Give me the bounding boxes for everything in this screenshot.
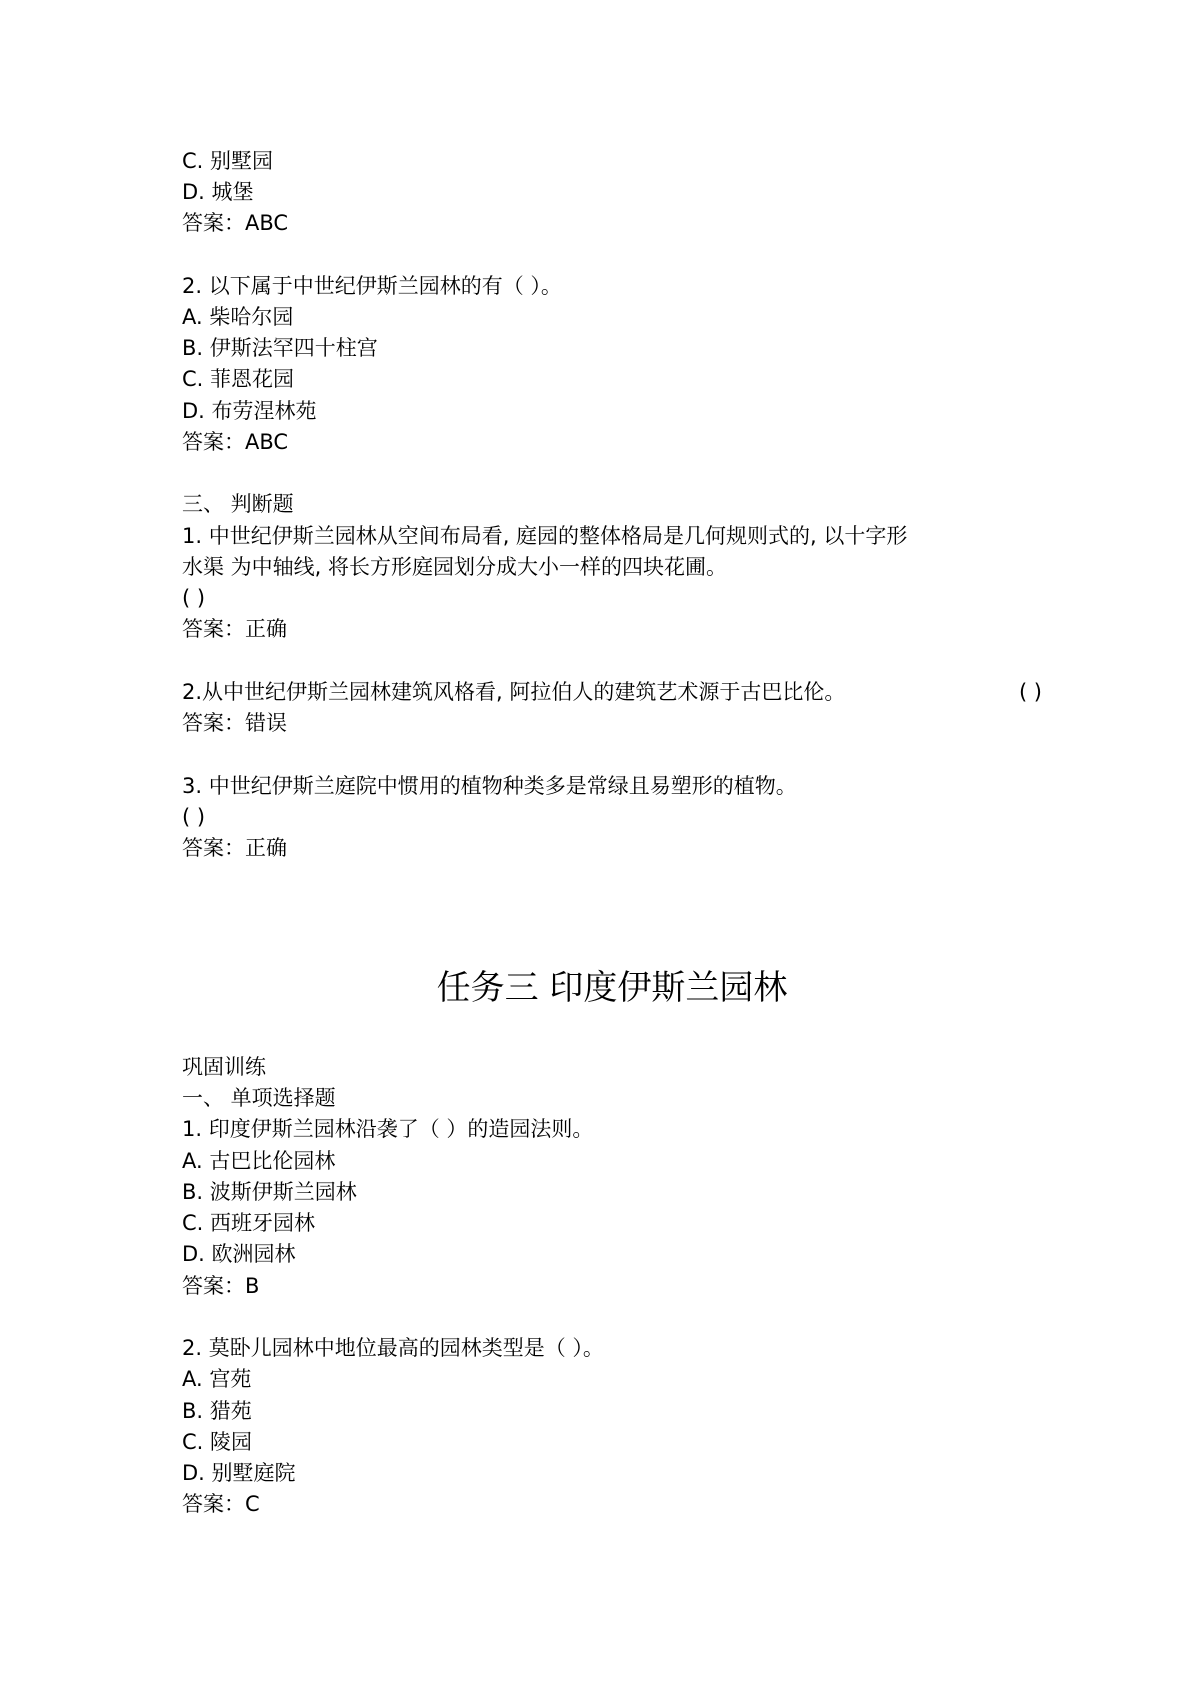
page-title: 任务三 印度伊斯兰园林 — [436, 968, 788, 1008]
option-c: C. 菲恩花园 — [182, 367, 295, 391]
option-c: C. 别墅园 — [182, 149, 274, 173]
question-stem: 1. 中世纪伊斯兰园林从空间布局看, 庭园的整体格局是几何规则式的, 以十字形 — [182, 524, 908, 548]
question-stem: 2. 莫卧儿园林中地位最高的园林类型是（ ）。 — [182, 1336, 604, 1360]
option-c: C. 陵园 — [182, 1430, 253, 1454]
subtitle: 巩固训练 — [182, 1055, 266, 1079]
option-b: B. 波斯伊斯兰园林 — [182, 1180, 357, 1204]
answer: 答案：C — [182, 1492, 260, 1516]
answer: 答案：错误 — [182, 711, 287, 735]
option-d: D. 别墅庭院 — [182, 1461, 296, 1485]
answer: 答案：正确 — [182, 617, 287, 641]
question-stem: 1. 印度伊斯兰园林沿袭了（ ）的造园法则。 — [182, 1117, 594, 1141]
option-a: A. 柴哈尔园 — [182, 305, 294, 329]
answer: 答案：B — [182, 1274, 260, 1298]
answer-paren: ( ) — [1018, 680, 1042, 704]
option-a: A. 古巴比伦园林 — [182, 1149, 336, 1173]
question-stem-continued: 水渠 为中轴线, 将长方形庭园划分成大小一样的四块花圃。 — [182, 555, 728, 579]
option-c: C. 西班牙园林 — [182, 1211, 316, 1235]
answer-paren: ( ) — [182, 805, 206, 829]
section-heading: 一、 单项选择题 — [182, 1086, 336, 1110]
option-b: B. 猎苑 — [182, 1399, 252, 1423]
question-stem: 3. 中世纪伊斯兰庭院中惯用的植物种类多是常绿且易塑形的植物。 — [182, 774, 797, 798]
option-d: D. 城堡 — [182, 180, 254, 204]
option-a: A. 宫苑 — [182, 1367, 252, 1391]
answer-paren: ( ) — [182, 586, 206, 610]
answer: 答案：ABC — [182, 430, 289, 454]
document-page — [182, 0, 1042, 1684]
option-d: D. 布劳涅林苑 — [182, 399, 317, 423]
answer: 答案：正确 — [182, 836, 287, 860]
option-b: B. 伊斯法罕四十柱宫 — [182, 336, 378, 360]
section-heading: 三、 判断题 — [182, 492, 294, 516]
option-d: D. 欧洲园林 — [182, 1242, 296, 1266]
answer: 答案：ABC — [182, 211, 289, 235]
question-stem: 2.从中世纪伊斯兰园林建筑风格看, 阿拉伯人的建筑艺术源于古巴比伦。 — [182, 680, 846, 704]
question-stem: 2. 以下属于中世纪伊斯兰园林的有（ ）。 — [182, 274, 562, 298]
